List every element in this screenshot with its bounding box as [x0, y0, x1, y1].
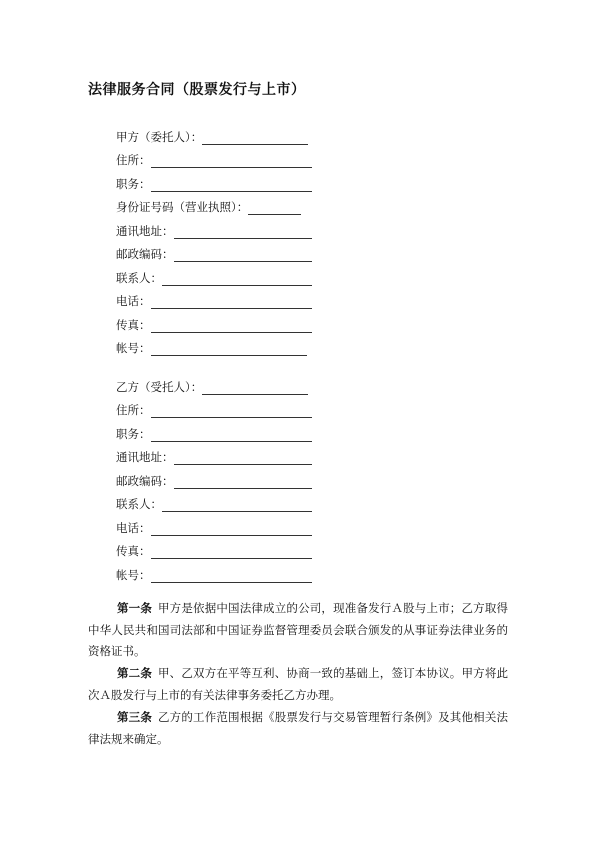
blank-line [151, 343, 307, 356]
clause-3 [88, 707, 508, 750]
field-label: 住所： [116, 403, 151, 417]
blank-line [174, 226, 312, 239]
party-a-id-field [116, 192, 312, 216]
field-label: 联系人： [116, 270, 162, 285]
party-b-name-field [116, 371, 312, 395]
blank-line [151, 155, 312, 168]
clause-label: 第三条 [117, 710, 153, 724]
field-label: 邮政编码： [116, 247, 174, 261]
blank-line [151, 296, 312, 309]
clause-1 [88, 598, 508, 663]
blank-line [151, 523, 312, 536]
field-label: 通讯地址： [116, 450, 174, 464]
field-label: 帐号： [116, 567, 151, 582]
field-label: 传真： [116, 544, 151, 558]
field-label: 乙方（受托人）： [116, 379, 203, 394]
party-a-postcode-field [116, 239, 312, 263]
blank-line [162, 273, 312, 286]
field-label: 职务： [116, 176, 151, 191]
clause-text: 甲方是依据中国法律成立的公司，现准备发行Ａ股与上市；乙方取得中华人民共和国司法部和中国证券监督管理委员会联合颁发的从事证券法律业务的资格证书。 [88, 601, 508, 658]
field-label: 电话： [116, 294, 151, 308]
clause-label: 第一条 [117, 601, 153, 615]
blank-line [151, 429, 312, 442]
field-label: 职务： [116, 426, 151, 441]
party-b-account-field [116, 559, 312, 583]
contract-title: 法律服务合同（股票发行与上市） [88, 82, 306, 98]
clause-text: 乙方的工作范围根据《股票发行与交易管理暂行条例》及其他相关法律法规来确定。 [88, 710, 508, 746]
party-b-address-field [116, 395, 312, 419]
field-label: 邮政编码： [116, 473, 174, 488]
field-label: 甲方（委托人）： [116, 129, 203, 144]
blank-line [174, 476, 312, 489]
party-a-mail-address-field [116, 215, 312, 239]
party-a-name-field [116, 121, 312, 145]
blank-line [151, 546, 312, 559]
clause-text: 甲、乙双方在平等互利、协商一致的基础上，签订本协议。甲方将此次Ａ股发行与上市的有关法律事务委托乙方办理。 [88, 666, 508, 702]
party-b-fax-field [116, 536, 312, 560]
blank-line [151, 320, 312, 333]
field-label: 帐号： [116, 341, 151, 355]
field-label: 电话： [116, 520, 151, 535]
blank-line [151, 179, 312, 192]
party-a-fax-field [116, 309, 312, 333]
field-label: 住所： [116, 153, 151, 167]
party-a-contact-field [116, 262, 312, 286]
party-a-info [116, 121, 312, 356]
field-label: 联系人： [116, 497, 162, 511]
clause-label: 第二条 [117, 666, 153, 680]
field-label: 传真： [116, 317, 151, 332]
field-label: 通讯地址： [116, 223, 174, 238]
party-b-mail-address-field [116, 442, 312, 466]
party-a-title-field [116, 168, 312, 192]
party-b-info [116, 371, 312, 583]
party-b-title-field [116, 418, 312, 442]
field-label: 身份证号码（营业执照）： [116, 200, 249, 214]
blank-line [202, 382, 308, 395]
blank-line [202, 132, 308, 145]
party-a-phone-field [116, 286, 312, 310]
blank-line [174, 249, 312, 262]
party-b-contact-field [116, 489, 312, 513]
party-a-account-field [116, 333, 312, 357]
blank-line [248, 202, 301, 215]
party-b-postcode-field [116, 465, 312, 489]
clause-2 [88, 663, 508, 706]
party-b-phone-field [116, 512, 312, 536]
party-a-address-field [116, 145, 312, 169]
blank-line [151, 405, 312, 418]
blank-line [151, 570, 312, 583]
blank-line [162, 499, 312, 512]
blank-line [174, 452, 312, 465]
